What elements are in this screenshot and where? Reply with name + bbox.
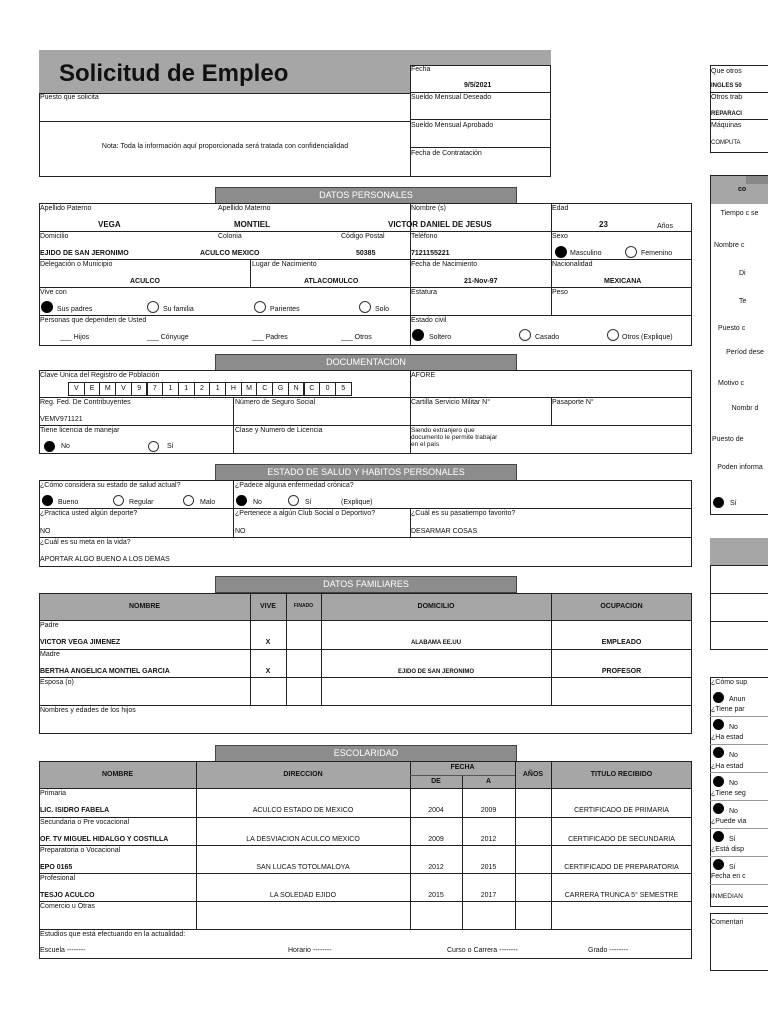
rp-inmedia: INMEDIAN	[711, 893, 743, 900]
rp-si-radio-2[interactable]	[713, 831, 724, 842]
licencia-label: Tiene licencia de manejar	[40, 427, 120, 434]
curp-char-box: V	[68, 382, 85, 396]
explique-label: (Explique)	[341, 499, 373, 506]
sueldo-aprobado-label: Sueldo Mensual Aprobado	[411, 122, 494, 129]
esc-row-label: Profesional	[40, 875, 76, 882]
cp-label: Código Postal	[341, 233, 385, 240]
esc-col-de: DE	[431, 778, 441, 785]
nombre: VICTOR DANIEL DE JESUS	[388, 220, 492, 229]
otros-civil-radio[interactable]	[607, 329, 619, 341]
rp-no-radio-2[interactable]	[713, 747, 724, 758]
rp-no-2: No	[729, 752, 738, 759]
rp-si-label: Sí	[730, 500, 737, 507]
esc-de: 2009	[428, 836, 444, 843]
rp-si-radio[interactable]	[713, 497, 724, 508]
deporte-q: ¿Practica usted algún deporte?	[40, 510, 138, 517]
salud-regular-label: Regular	[129, 499, 154, 506]
domicilio: EJIDO DE SAN JERONIMO	[40, 250, 129, 257]
cronica-no-label: No	[253, 499, 262, 506]
delegacion-label: Delegación o Municipio	[40, 261, 113, 268]
grado-field: Grado --------	[588, 947, 629, 954]
rp-si-radio-3[interactable]	[713, 859, 724, 870]
curp-char-box: M	[241, 382, 258, 396]
rp-co: co	[738, 186, 747, 193]
esc-titulo: CERTIFICADO DE SECUNDARIA	[568, 836, 675, 843]
escuela-field: Escuela --------	[40, 947, 86, 954]
dep-hijos: ___ Hijos	[60, 334, 90, 341]
apellido-materno: MONTIEL	[234, 220, 270, 229]
rfc-label: Reg. Fed. De Contribuyentes	[40, 399, 131, 406]
rp-nombre-c: Nombre c	[714, 242, 745, 249]
civil-opt-label: Soltero	[429, 334, 452, 341]
curp-char-box: 7	[147, 382, 164, 396]
esc-de: 2004	[428, 807, 444, 814]
fecha-contratacion-label: Fecha de Contratación	[411, 150, 482, 157]
rp-no-radio-3[interactable]	[713, 776, 724, 787]
fam-col-finado: FINADO	[293, 603, 314, 609]
curp-char-box: 1	[178, 382, 195, 396]
pasatiempo-q: ¿Cuál es su pasatiempo favorito?	[411, 510, 516, 517]
esc-row-label: Primaria	[40, 790, 67, 797]
section-salud: ESTADO DE SALUD Y HABITOS PERSONALES	[215, 464, 517, 481]
vive-opt-label: Sus padres	[57, 306, 93, 313]
rp-ha-estad: ¿Ha estad	[711, 734, 744, 741]
estudios-actuales-label: Estudios que está efectuando en la actualidad:	[40, 931, 186, 938]
right-page-box-3	[710, 565, 768, 650]
civil-opt-label: Otros (Explique)	[622, 334, 673, 341]
vive-sus-padres-radio[interactable]	[41, 301, 53, 313]
salud-q2: ¿Padece alguna enfermedad crónica?	[235, 482, 354, 489]
rp-nombr-d: Nombr d	[731, 405, 759, 412]
curp-char-box: 2	[194, 382, 211, 396]
esc-col-a: A	[485, 778, 492, 785]
rp-puede-via: ¿Puede via	[711, 818, 747, 825]
fam-col-ocupacion: OCUPACION	[600, 603, 643, 610]
domicilio-label: Domicilio	[40, 233, 69, 240]
section-datos-personales: DATOS PERSONALES	[215, 187, 517, 204]
section-familiares: DATOS FAMILIARES	[215, 576, 517, 593]
masculino-radio[interactable]	[555, 246, 567, 258]
fecha-label: Fecha	[411, 66, 431, 73]
esc-de: 2015	[428, 892, 444, 899]
pasatiempo-a: DESARMAR COSAS	[411, 528, 478, 535]
cronica-si-radio[interactable]	[288, 495, 299, 506]
rp-no-3: No	[729, 780, 738, 787]
rp-tiene-par: ¿Tiene par	[711, 706, 745, 713]
estatura-label: Estatura	[411, 289, 438, 296]
rp-anun-radio[interactable]	[713, 692, 724, 703]
esc-titulo: CERTIFICADO DE PRIMARIA	[574, 807, 669, 814]
nss-label: Número de Seguro Social	[235, 399, 316, 406]
rp-computa: COMPUTA	[711, 140, 741, 146]
rp-si-2: Sí	[729, 836, 736, 843]
esc-titulo: CERTIFICADO DE PREPARATORIA	[564, 864, 679, 871]
curp-char-box: 5	[335, 382, 352, 396]
curp-char-box: G	[272, 382, 289, 396]
confidencialidad-nota: Nota: Toda la información aquí proporcionada será tratada con confidencialidad	[101, 143, 349, 150]
dep-conyuge: ___ Cónyuge	[147, 334, 189, 341]
licencia-si-radio[interactable]	[148, 441, 159, 452]
telefono-label: Teléfono	[411, 233, 438, 240]
delegacion: ACULCO	[130, 278, 160, 285]
apellido-materno-label: Apellido Materno	[218, 205, 271, 212]
rp-esta-disp: ¿Está disp	[711, 846, 745, 853]
page-title: Solicitud de Empleo	[59, 60, 289, 87]
salud-bueno-radio[interactable]	[42, 495, 53, 506]
peso-label: Peso	[552, 289, 568, 296]
rp-no-radio-4[interactable]	[713, 803, 724, 814]
rp-reparac: REPARACI	[711, 111, 742, 117]
civil-opt-label: Casado	[535, 334, 560, 341]
soltero-radio[interactable]	[412, 329, 424, 341]
rp-section-bar	[710, 538, 768, 566]
anos-label: Años	[657, 223, 673, 230]
vive-solo-radio[interactable]	[359, 301, 371, 313]
esc-a: 2017	[480, 892, 497, 899]
esc-titulo: CARRERA TRUNCA 5° SEMESTRE	[564, 892, 679, 899]
fam-vive: X	[265, 639, 271, 646]
curp-char-box: V	[115, 382, 132, 396]
meta-a: APORTAR ALGO BUENO A LOS DEMAS	[40, 556, 170, 563]
apellido-paterno-label: Apellido Paterno	[40, 205, 92, 212]
esc-col-direccion: DIRECCION	[283, 771, 323, 778]
licencia-si-label: Sí	[167, 443, 174, 450]
femenino-radio[interactable]	[625, 246, 637, 258]
lugar-nacimiento: ATLACOMULCO	[304, 278, 359, 285]
rp-si-3: Sí	[729, 864, 736, 871]
esc-nombre: OF. TV MIGUEL HIDALGO Y COSTILLA	[40, 836, 169, 843]
fam-ocupacion: PROFESOR	[601, 668, 642, 675]
clase-licencia-label: Clase y Numero de Licencia	[235, 427, 323, 434]
apellido-paterno: VEGA	[98, 220, 121, 229]
fam-vive: X	[265, 668, 271, 675]
fam-domicilio: ALABAMA EE.UU	[410, 640, 462, 646]
rp-como-sup: ¿Cómo sup	[711, 679, 748, 686]
rp-poden: Poden informa	[717, 464, 763, 471]
telefono: 7121155221	[411, 250, 450, 257]
esc-direccion: LA DESVIACION ACULCO MEXICO	[246, 836, 360, 843]
salud-q1: ¿Cómo considera su estado de salud actual?	[40, 482, 181, 489]
vive-parientes-radio[interactable]	[254, 301, 266, 313]
esc-a: 2012	[480, 836, 497, 843]
rp-puesto-de: Puesto de	[712, 436, 744, 443]
curp-char-box: 9	[131, 382, 148, 396]
curso-field: Curso o Carrera --------	[447, 947, 518, 954]
rp-fecha-en: Fecha en c	[711, 873, 746, 880]
puesto-label: Puesto que solicita	[40, 94, 99, 101]
edad-label: Edad	[552, 205, 569, 212]
licencia-no-radio[interactable]	[44, 441, 55, 452]
fam-col-vive: VIVE	[260, 603, 276, 610]
dep-otros: ___ Otros	[341, 334, 372, 341]
lugar-nacimiento-label: Lugar de Nacimiento	[252, 261, 317, 268]
rp-que-otros: Que otros	[711, 68, 742, 75]
rp-comentari: Comentari	[711, 919, 744, 926]
rp-no-1: No	[729, 724, 738, 731]
dependen-label: Personas que dependen de Usted	[40, 317, 147, 324]
sexo-label: Sexo	[552, 233, 568, 240]
salud-regular-radio[interactable]	[113, 495, 124, 506]
cp: 50385	[356, 250, 376, 257]
rp-otros-trab: Otros trab	[711, 94, 743, 101]
fam-row-label: Esposa (o)	[40, 679, 74, 686]
fam-nombre: BERTHA ANGELICA MONTIEL GARCIA	[40, 668, 170, 675]
esc-a: 2009	[480, 807, 497, 814]
rp-period: Períod dese	[726, 349, 764, 356]
deporte-a: NO	[40, 528, 51, 535]
curp-char-box: N	[288, 382, 305, 396]
afore-label: AFORE	[411, 372, 436, 379]
dep-padres: ___ Padres	[252, 334, 288, 341]
esc-col-fecha: FECHA	[450, 764, 475, 771]
pasaporte-label: Pasaporte N°	[552, 399, 594, 406]
rp-anun: Anun	[729, 696, 746, 703]
rp-puesto-c: Puesto c	[718, 325, 746, 332]
esc-col-nombre: NOMBRE	[101, 771, 134, 778]
rp-ha-estad-2: ¿Ha estad	[711, 763, 744, 770]
meta-q: ¿Cuál es su meta en la vida?	[40, 539, 131, 546]
curp-label: Clave Única del Registro de Población	[40, 372, 160, 379]
rp-maquinas: Máquinas	[711, 122, 742, 129]
curp-char-box: 1	[162, 382, 179, 396]
esc-nombre: TESJO ACULCO	[40, 892, 95, 899]
horario-field: Horario --------	[288, 947, 332, 954]
salud-malo-label: Malo	[200, 499, 216, 506]
curp-char-box: H	[225, 382, 242, 396]
esc-direccion: ACULCO ESTADO DE MEXICO	[252, 807, 354, 814]
esc-nombre: EPO 0165	[40, 864, 73, 871]
fam-domicilio: EJIDO DE SAN JERONIMO	[397, 669, 474, 675]
salud-box	[39, 480, 692, 567]
rp-tiene-seg: ¿Tiene seg	[711, 790, 746, 797]
rp-te: Te	[739, 298, 747, 305]
cronica-si-label: Sí	[305, 499, 312, 506]
section-documentacion: DOCUMENTACION	[215, 354, 517, 371]
fam-col-nombre: NOMBRE	[128, 603, 161, 610]
fam-nombre: VICTOR VEGA JIMENEZ	[40, 639, 121, 646]
vive-opt-label: Parientes	[270, 306, 300, 313]
club-a: NO	[235, 528, 246, 535]
colonia-label: Colonia	[218, 233, 242, 240]
fecha-nacimiento-label: Fecha de Nacimiento	[411, 261, 478, 268]
curp-char-box: M	[99, 382, 116, 396]
esc-direccion: SAN LUCAS TOTOLMALOYA	[256, 864, 350, 871]
fam-row-label: Madre	[40, 651, 60, 658]
fecha-nacimiento: 21-Nov-97	[464, 278, 498, 285]
femenino-label: Femenino	[641, 250, 673, 257]
esc-col-anos: AÑOS	[522, 771, 544, 778]
salud-malo-radio[interactable]	[183, 495, 194, 506]
nacionalidad: MEXICANA	[604, 278, 642, 285]
curp-char-box: 1	[209, 382, 226, 396]
esc-row-label: Secundaria o Pre vocacional	[40, 819, 130, 826]
esc-a: 2015	[480, 864, 497, 871]
cartilla-label: Cartilla Servicio Militar N°	[411, 399, 491, 406]
esc-nombre: LIC. ISIDRO FABELA	[40, 807, 110, 814]
sueldo-deseado-label: Sueldo Mensual Deseado	[411, 94, 492, 101]
licencia-no-label: No	[61, 443, 70, 450]
colonia: ACULCO MEXICO	[200, 250, 260, 257]
fam-row-label: Padre	[40, 622, 59, 629]
masculino-label: Masculino	[570, 250, 602, 257]
esc-row-label: Preparatoria o Vocacional	[40, 847, 121, 854]
nacionalidad-label: Nacionalidad	[552, 261, 593, 268]
cronica-no-radio[interactable]	[236, 495, 247, 506]
hijos-label: Nombres y edades de los hijos	[40, 707, 136, 714]
vive-opt-label: Su familia	[163, 306, 194, 313]
salud-bueno-label: Bueno	[58, 499, 79, 506]
extranjero-label: Siendo extranjero que documento le permite trabajar en el país	[411, 427, 498, 448]
rp-motivo: Motivo c	[718, 380, 745, 387]
esc-col-titulo: TITULO RECIBIDO	[590, 771, 653, 778]
casado-radio[interactable]	[519, 329, 531, 341]
vive-su-familia-radio[interactable]	[147, 301, 159, 313]
rp-no-radio-1[interactable]	[713, 719, 724, 730]
fam-ocupacion: EMPLEADO	[601, 639, 642, 646]
esc-direccion: LA SOLEDAD EJIDO	[269, 892, 337, 899]
curp-char-box: C	[256, 382, 273, 396]
curp-char-box: C	[304, 382, 321, 396]
rp-tiempo: Tiempo c se	[720, 210, 759, 217]
rp-di: Di	[739, 270, 746, 277]
fam-col-domicilio: DOMICILIO	[417, 603, 455, 610]
club-q: ¿Pertenece a algún Club Social o Deportivo?	[235, 510, 376, 517]
nombre-label: Nombre (s)	[411, 205, 447, 212]
esc-row-label: Comercio u Otras	[40, 903, 95, 910]
esc-de: 2012	[428, 864, 444, 871]
vive-opt-label: Solo	[375, 306, 390, 313]
vive-con-label: Vive con	[40, 289, 67, 296]
estado-civil-label: Estado civil	[411, 317, 447, 324]
curp-char-box: 0	[319, 382, 336, 396]
fecha-value: 9/5/2021	[464, 82, 492, 89]
edad: 23	[599, 220, 608, 229]
section-escolaridad: ESCOLARIDAD	[215, 745, 517, 762]
rfc-value: VEMV971121	[40, 416, 83, 423]
rp-no-4: No	[729, 808, 738, 815]
curp-char-box: E	[84, 382, 101, 396]
header-form-box	[39, 93, 411, 177]
rp-ingles: INGLES 50	[711, 83, 742, 89]
